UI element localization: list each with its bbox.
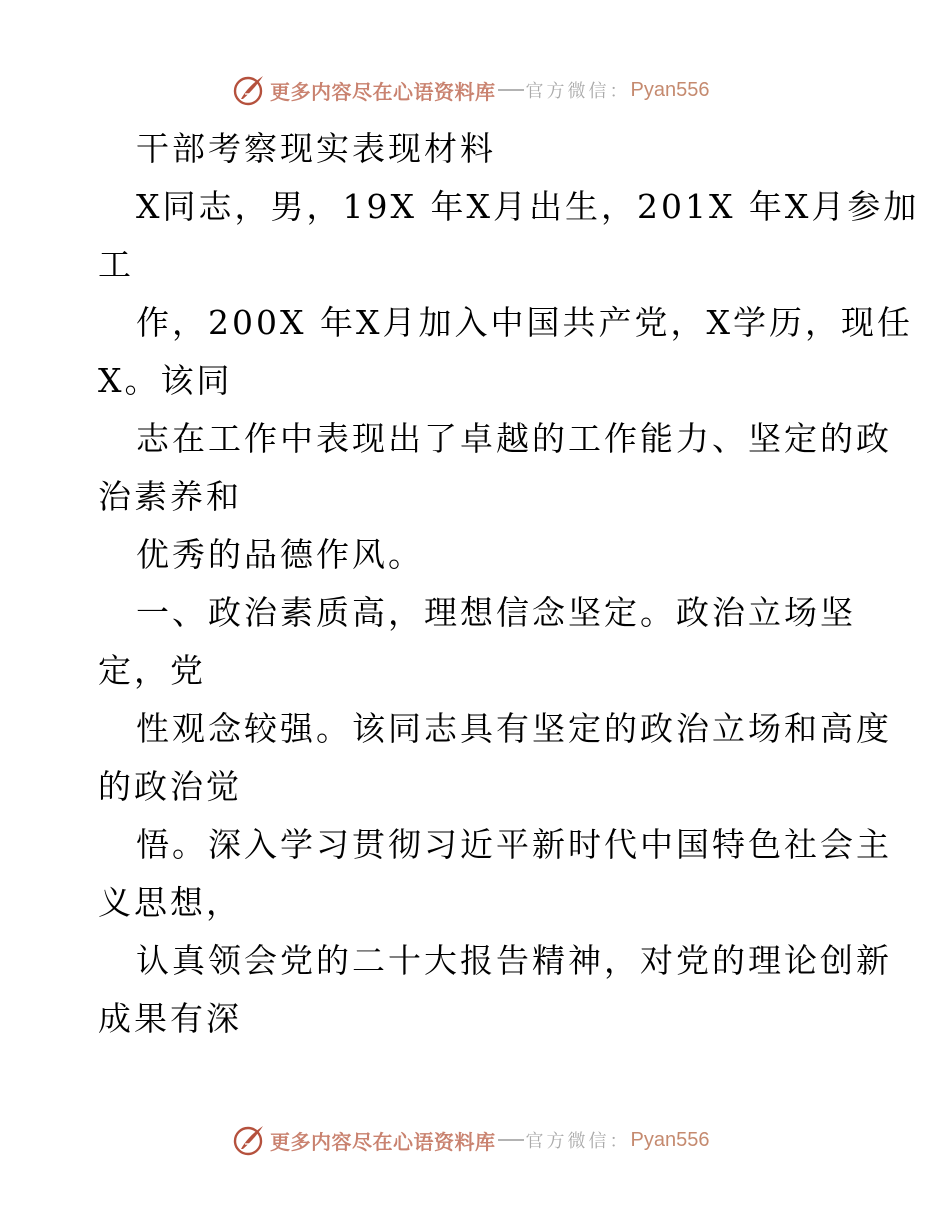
text-line: 性观念较强。该同志具有坚定的政治立场和高度 [136,709,892,748]
watermark-sub: 官方微信： [525,81,631,102]
text-line: 认真领会党的二十大报告精神，对党的理论创新 [136,941,892,980]
watermark-dash [498,1139,524,1141]
text-line: 干部考察现实表现材料 [136,129,496,168]
text-line: 的政治觉 [98,767,242,806]
quill-logo-icon [232,1123,266,1157]
document-body [98,120,920,1048]
text-line: 治素养和 [98,477,242,516]
text-line: 义思想， [98,883,242,922]
quill-logo-icon [232,73,266,107]
footer-watermark [232,1120,709,1160]
text-line: 悟。深入学习贯彻习近平新时代中国特色社会主 [136,825,892,864]
text-line: 工 [98,245,134,284]
watermark-sub: 官方微信： [525,1131,631,1152]
text-line: 一、政治素质高，理想信念坚定。政治立场坚 [136,593,856,632]
text-line: X。该同 [98,361,233,400]
text-line: 成果有深 [98,999,242,1038]
text-line: 志在工作中表现出了卓越的工作能力、坚定的政 [136,419,892,458]
header-watermark [232,70,709,110]
watermark-id: Pyan556 [630,78,710,101]
watermark-id: Pyan556 [630,1128,710,1151]
text-line: 优秀的品德作风。 [136,535,424,574]
watermark-dash [498,89,524,91]
watermark-text: 更多内容尽在心语资料库 [270,1129,496,1154]
watermark-text: 更多内容尽在心语资料库 [270,79,496,104]
text-line: X同志，男，19X 年X月出生，201X 年X月参加 [136,187,920,226]
text-line: 作，200X 年X月加入中国共产党，X学历，现任 [136,303,913,342]
text-line: 定，党 [98,651,206,690]
